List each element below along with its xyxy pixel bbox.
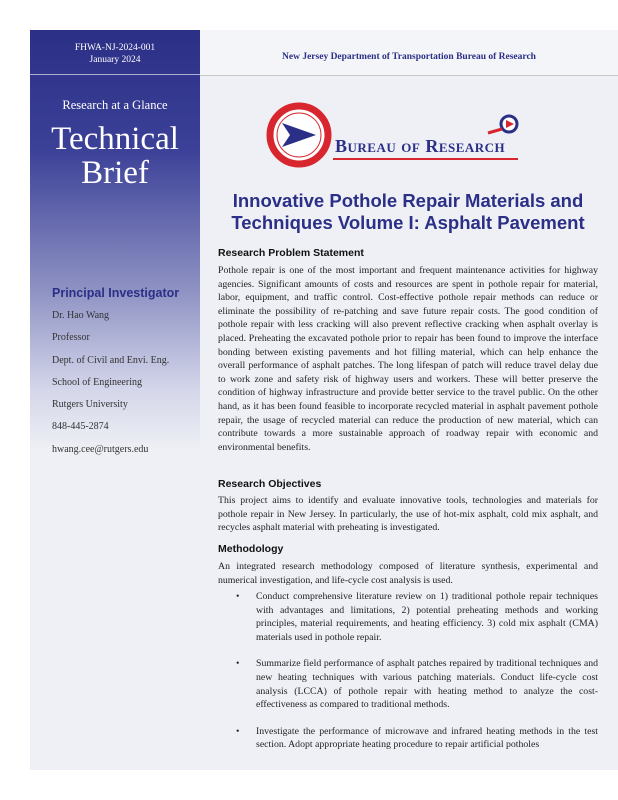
report-number: FHWA-NJ-2024-001 bbox=[74, 43, 156, 53]
pi-heading: Principal Investigator bbox=[52, 286, 180, 300]
bullet-icon: • bbox=[236, 591, 240, 602]
header-bar bbox=[200, 30, 618, 76]
document-title bbox=[218, 190, 598, 234]
pi-name: Dr. Hao Wang bbox=[52, 310, 110, 321]
series-label: Research at a Glance bbox=[62, 98, 168, 112]
report-date: January 2024 bbox=[89, 55, 141, 65]
brief-title-line2: Brief bbox=[81, 155, 149, 191]
report-info bbox=[30, 30, 200, 75]
problem-heading: Research Problem Statement bbox=[218, 247, 364, 259]
bullet-text: Investigate the performance of microwave and infrared heating methods in the test section. Adopt appropriate heating procedure to repair artificial potholes bbox=[256, 725, 598, 751]
list-item bbox=[218, 657, 598, 711]
pi-university: Rutgers University bbox=[52, 399, 128, 411]
sidebar bbox=[30, 30, 200, 770]
list-item bbox=[218, 725, 598, 752]
pi-details bbox=[52, 310, 169, 466]
methodology-heading: Methodology bbox=[218, 543, 284, 555]
bullet-icon: • bbox=[236, 658, 240, 670]
objectives-heading: Research Objectives bbox=[218, 478, 322, 490]
methodology-text: An integrated research methodology composed of literature synthesis, experimental and numerical investigation, and life-cycle cost analysis is used. bbox=[218, 561, 598, 586]
pi-title: Professor bbox=[52, 332, 90, 344]
document-title-line1: Innovative Pothole Repair Materials and bbox=[232, 190, 584, 211]
bullet-text: Conduct comprehensive literature review on 1) traditional pothole repair techniques with advantages and limitations, 2) potential preheating methods and working principles, material requirements, and heating efficiency. 3) cold mix asphalt (CMA) materials used in pothole repair. bbox=[256, 591, 598, 643]
agency-name: New Jersey Department of Transportation Bureau of Research bbox=[282, 52, 536, 62]
problem-text: Pothole repair is one of the most important and frequent maintenance activities for highway agencies. Significant amounts of costs and resources are spent in pothole repair for material, labor, equipment, and traffic control. Cost-effective pothole repair methods can reduce or eliminate the possibility of re-patching and save future repair costs. The good condition of pothole repair with less cracking will also prevent reflective cracking when asphalt overlay is placed. Preheating the excavated pothole prior to repair has been found to improve the interface bonding between existing pavements and hot filling material, which can help enhance the overall performance of asphalt patches. The long lifespan of patch will reduce travel delay due to work zone and safety risk of highway users and workers. These will better preserve the condition of highway infrastructure and provide better service to the travel public. On the other hand, as it has been found feasible to incorporate recycled material in asphalt pavement pothole repair, the usage of recycled material can reduce the production of new material, which can contribute towards a more sustainable approach of roadway repair with economic and environmental benefits. bbox=[218, 265, 598, 453]
pi-email[interactable]: hwang.cee@rutgers.edu bbox=[52, 443, 149, 455]
logo-underline bbox=[333, 158, 518, 160]
pi-department: Dept. of Civil and Envi. Eng. bbox=[52, 354, 170, 366]
bullet-icon: • bbox=[236, 725, 240, 737]
methodology-bullets bbox=[218, 590, 598, 765]
bureau-logo-text: BUREAU OF RESEARCH bbox=[335, 136, 506, 156]
brief-title-line1: Technical bbox=[51, 121, 179, 157]
pi-school: School of Engineering bbox=[52, 376, 142, 388]
brief-title bbox=[30, 122, 200, 190]
document-title-line2: Techniques Volume I: Asphalt Pavement bbox=[231, 212, 585, 233]
list-item bbox=[218, 590, 598, 644]
objectives-text: This project aims to identify and evaluate innovative tools, technologies and materials for pothole repair in New Jersey. In particularly, the use of hot-mix asphalt, cold mix asphalt, and recycles asphalt material with preheating is investigated. bbox=[218, 495, 598, 534]
bullet-text: Summarize field performance of asphalt patches repaired by traditional techniques and new heating techniques with various patching materials. Conduct life-cycle cost analysis (LCCA) of pothole repair with heating method to analyze the cost-effectiveness as compared to traditional methods. bbox=[256, 658, 598, 711]
pi-phone: 848-445-2874 bbox=[52, 421, 109, 433]
